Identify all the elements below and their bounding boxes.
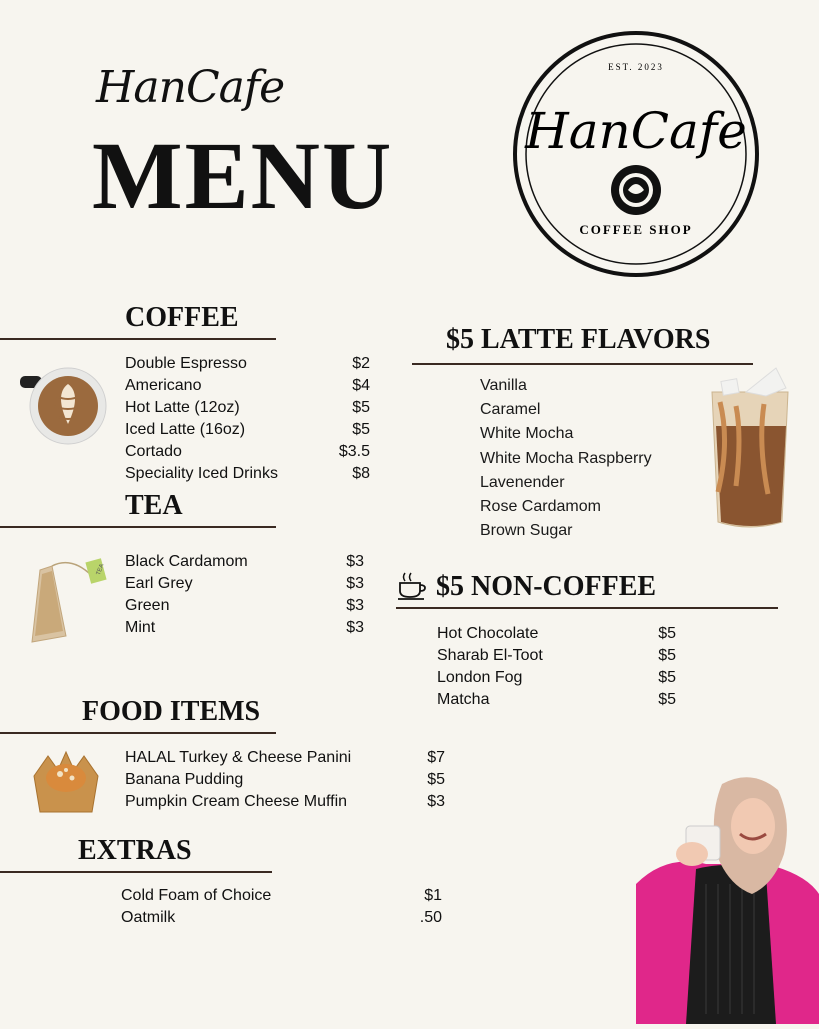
food-list bbox=[125, 747, 445, 813]
list-item: Vanilla bbox=[480, 377, 527, 394]
list-item: Black Cardamom $3 bbox=[125, 553, 364, 570]
latte-cup-icon bbox=[18, 366, 110, 446]
list-item: Caramel bbox=[480, 401, 541, 419]
logo-tagline: COFFEE SHOP bbox=[579, 222, 693, 237]
coffee-heading: COFFEE bbox=[125, 302, 239, 333]
list-item: Americano $4 bbox=[125, 377, 370, 394]
menu-title: MENU bbox=[92, 122, 394, 229]
non-coffee-rule bbox=[396, 607, 778, 609]
tea-list bbox=[125, 551, 364, 639]
extras-heading: EXTRAS bbox=[78, 835, 192, 866]
list-item: Banana Pudding $5 bbox=[125, 771, 445, 788]
muffin-icon bbox=[30, 748, 102, 816]
list-item: Mint $3 bbox=[125, 619, 364, 636]
extras-rule bbox=[0, 871, 272, 873]
logo-script-text: HanCafe bbox=[525, 102, 747, 160]
iced-latte-image bbox=[706, 366, 794, 530]
list-item: Brown Sugar bbox=[480, 522, 573, 540]
list-item: Pumpkin Cream Cheese Muffin $3 bbox=[125, 793, 445, 810]
logo-est-text: EST. 2023 bbox=[608, 62, 664, 72]
list-item: Cortado $3.5 bbox=[125, 443, 370, 460]
barista-photo bbox=[636, 774, 819, 1024]
list-item: HALAL Turkey & Cheese Panini $7 bbox=[125, 749, 445, 766]
list-item: Earl Grey $3 bbox=[125, 575, 364, 592]
latte-flavors-heading: $5 LATTE FLAVORS bbox=[446, 324, 711, 355]
brand-script-title: HanCafe bbox=[96, 62, 285, 113]
cafe-logo bbox=[512, 30, 760, 278]
coffee-cup-icon bbox=[396, 570, 428, 602]
food-rule bbox=[0, 732, 276, 734]
list-item: Hot Chocolate $5 bbox=[437, 625, 676, 642]
latte-flavors-list bbox=[480, 374, 652, 543]
list-item: White Mocha bbox=[480, 425, 574, 443]
list-item: Sharab El-Toot $5 bbox=[437, 647, 676, 664]
latte-flavors-rule bbox=[412, 363, 753, 365]
coffee-list bbox=[125, 353, 370, 485]
list-item: Cold Foam of Choice $1 bbox=[121, 887, 442, 904]
svg-text:TEA: TEA bbox=[95, 563, 106, 577]
list-item: Rose Cardamom bbox=[480, 497, 601, 515]
extras-list bbox=[121, 885, 442, 929]
list-item: Iced Latte (16oz) $5 bbox=[125, 421, 370, 438]
list-item: Oatmilk .50 bbox=[121, 909, 442, 926]
tea-bag-icon bbox=[22, 556, 112, 646]
list-item: Green $3 bbox=[125, 597, 364, 614]
list-item: Double Espresso $2 bbox=[125, 355, 370, 372]
list-item: Hot Latte (12oz) $5 bbox=[125, 399, 370, 416]
food-heading: FOOD ITEMS bbox=[82, 696, 261, 727]
non-coffee-list bbox=[437, 623, 676, 711]
list-item: White Mocha Raspberry bbox=[480, 449, 652, 467]
list-item: London Fog $5 bbox=[437, 669, 676, 686]
tea-heading: TEA bbox=[125, 490, 183, 521]
list-item: Lavenender bbox=[480, 473, 565, 491]
coffee-rule bbox=[0, 338, 276, 340]
list-item: Speciality Iced Drinks $8 bbox=[125, 465, 370, 482]
tea-rule bbox=[0, 526, 276, 528]
latte-art-icon bbox=[611, 165, 661, 215]
non-coffee-heading: $5 NON-COFFEE bbox=[436, 571, 657, 602]
list-item: Matcha $5 bbox=[437, 691, 676, 708]
